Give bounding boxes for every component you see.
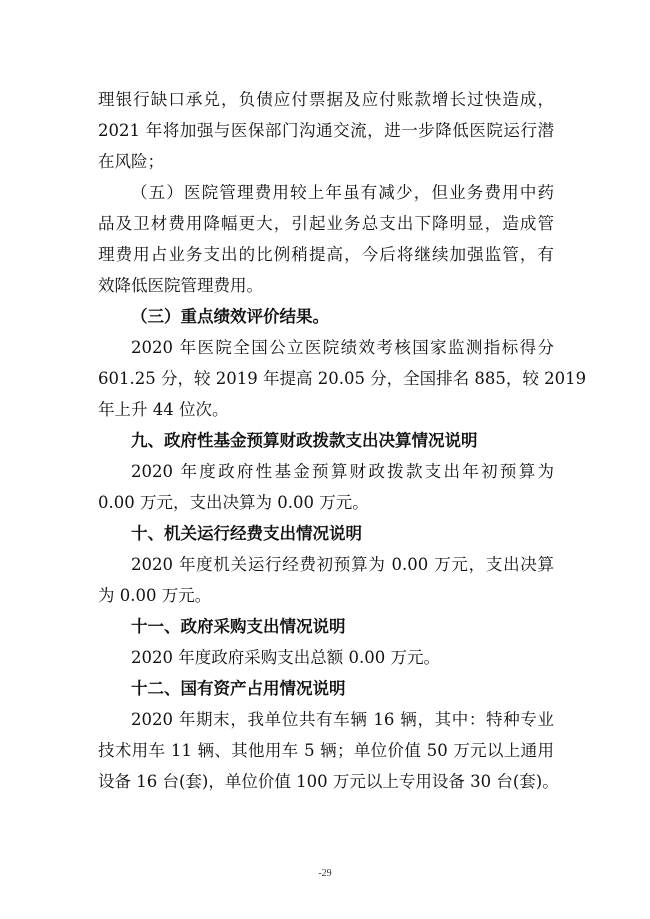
text-line: 2020 年度政府性基金预算财政拨款支出年初预算为 (131, 462, 554, 481)
text-line: 0.00 万元，支出决算为 0.00 万元。 (98, 493, 369, 512)
text-line: 2021 年将加强与医保部门沟通交流，进一步降低医院运行潜 (98, 121, 554, 140)
section-heading: （三）重点绩效评价结果。 (131, 307, 329, 326)
text-line: 品及卫材费用降幅更大，引起业务总支出下降明显，造成管 (98, 214, 554, 233)
text-line: 601.25 分，较 2019 年提高 20.05 分，全国排名 885，较 2019 (98, 369, 587, 388)
text-line: 2020 年期末，我单位共有车辆 16 辆，其中：特种专业 (131, 710, 554, 729)
document-body (98, 84, 587, 797)
page-number: -29 (318, 868, 332, 879)
text-line: 年上升 44 位次。 (98, 400, 229, 419)
text-line: 理银行缺口承兑，负债应付票据及应付账款增长过快造成， (98, 90, 554, 109)
text-line: 在风险； (98, 152, 164, 171)
section-heading: 十一、政府采购支出情况说明 (131, 617, 346, 636)
text-line: 效降低医院管理费用。 (98, 276, 263, 295)
text-line: 2020 年医院全国公立医院绩效考核国家监测指标得分 (131, 338, 554, 357)
section-heading: 十二、国有资产占用情况说明 (131, 679, 346, 698)
text-line: （五）医院管理费用较上年虽有减少，但业务费用中药 (131, 183, 554, 202)
section-heading: 十、机关运行经费支出情况说明 (131, 524, 362, 543)
text-line: 设备 16 台(套)，单位价值 100 万元以上专用设备 30 台(套)。 (98, 772, 559, 791)
text-line: 为 0.00 万元。 (98, 586, 212, 605)
section-heading: 九、政府性基金预算财政拨款支出决算情况说明 (131, 431, 478, 450)
text-line: 技术用车 11 辆、其他用车 5 辆；单位价值 50 万元以上通用 (98, 741, 554, 760)
text-line: 理费用占业务支出的比例稍提高，今后将继续加强监管，有 (98, 245, 554, 264)
text-line: 2020 年度机关运行经费初预算为 0.00 万元，支出决算 (131, 555, 554, 574)
text-line: 2020 年度政府采购支出总额 0.00 万元。 (131, 648, 440, 667)
